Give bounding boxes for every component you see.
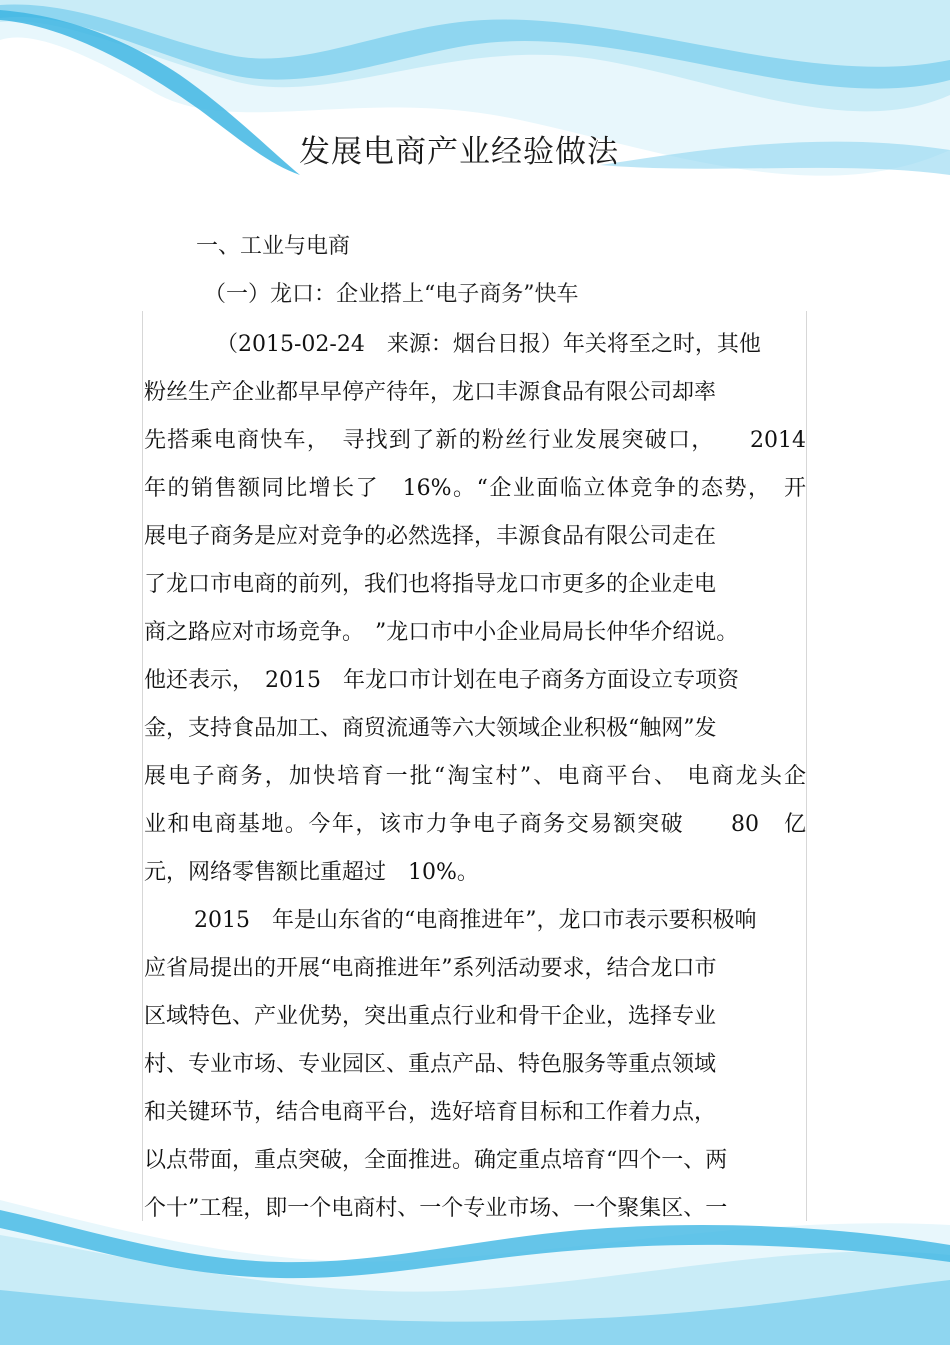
body-line: 2015 年是山东省的“电商推进年”，龙口市表示要积极响	[194, 908, 757, 933]
body-line: 年的销售额同比增长了 16%。“企业面临立体竞争的态势， 开	[144, 476, 806, 501]
body-line: 区域特色、产业优势，突出重点行业和骨干企业，选择专业	[144, 1004, 717, 1029]
content-left-rule	[142, 311, 143, 1221]
body-line: 了龙口市电商的前列，我们也将指导龙口市更多的企业走电	[144, 572, 717, 597]
body-line: 粉丝生产企业都早早停产待年，龙口丰源食品有限公司却率	[144, 380, 717, 405]
content-right-rule	[806, 311, 807, 1221]
body-line: 以点带面，重点突破，全面推进。确定重点培育“四个一、两	[144, 1148, 728, 1173]
body-line: （2015-02-24 来源：烟台日报）年关将至之时，其他	[216, 332, 761, 357]
section-heading: 一、工业与电商	[196, 234, 351, 259]
body-line: 金，支持食品加工、商贸流通等六大领域企业积极“触网”发	[144, 716, 717, 741]
body-line: 个十”工程，即一个电商村、一个专业市场、一个聚集区、一	[144, 1196, 728, 1221]
body-line: 元，网络零售额比重超过 10%。	[144, 860, 479, 885]
body-line: 商之路应对市场竞争。 ”龙口市中小企业局局长仲华介绍说。	[144, 620, 739, 645]
document-title: 发展电商产业经验做法	[299, 134, 619, 170]
body-line: 业和电商基地。今年，该市力争电子商务交易额突破 80 亿	[144, 812, 806, 837]
body-line: 和关键环节，结合电商平台，选好培育目标和工作着力点，	[144, 1100, 717, 1125]
body-line: 展电子商务是应对竞争的必然选择，丰源食品有限公司走在	[144, 524, 717, 549]
body-line: 他还表示， 2015 年龙口市计划在电子商务方面设立专项资	[144, 668, 739, 693]
body-line: 展电子商务，加快培育一批“淘宝村”、电商平台、 电商龙头企	[144, 764, 806, 789]
body-line: 村、专业市场、专业园区、重点产品、特色服务等重点领域	[144, 1052, 717, 1077]
body-line: 应省局提出的开展“电商推进年”系列活动要求，结合龙口市	[144, 956, 717, 981]
body-line: 先搭乘电商快车， 寻找到了新的粉丝行业发展突破口， 2014	[144, 428, 806, 453]
subsection-heading: （一）龙口：企业搭上“电子商务”快车	[204, 282, 579, 307]
